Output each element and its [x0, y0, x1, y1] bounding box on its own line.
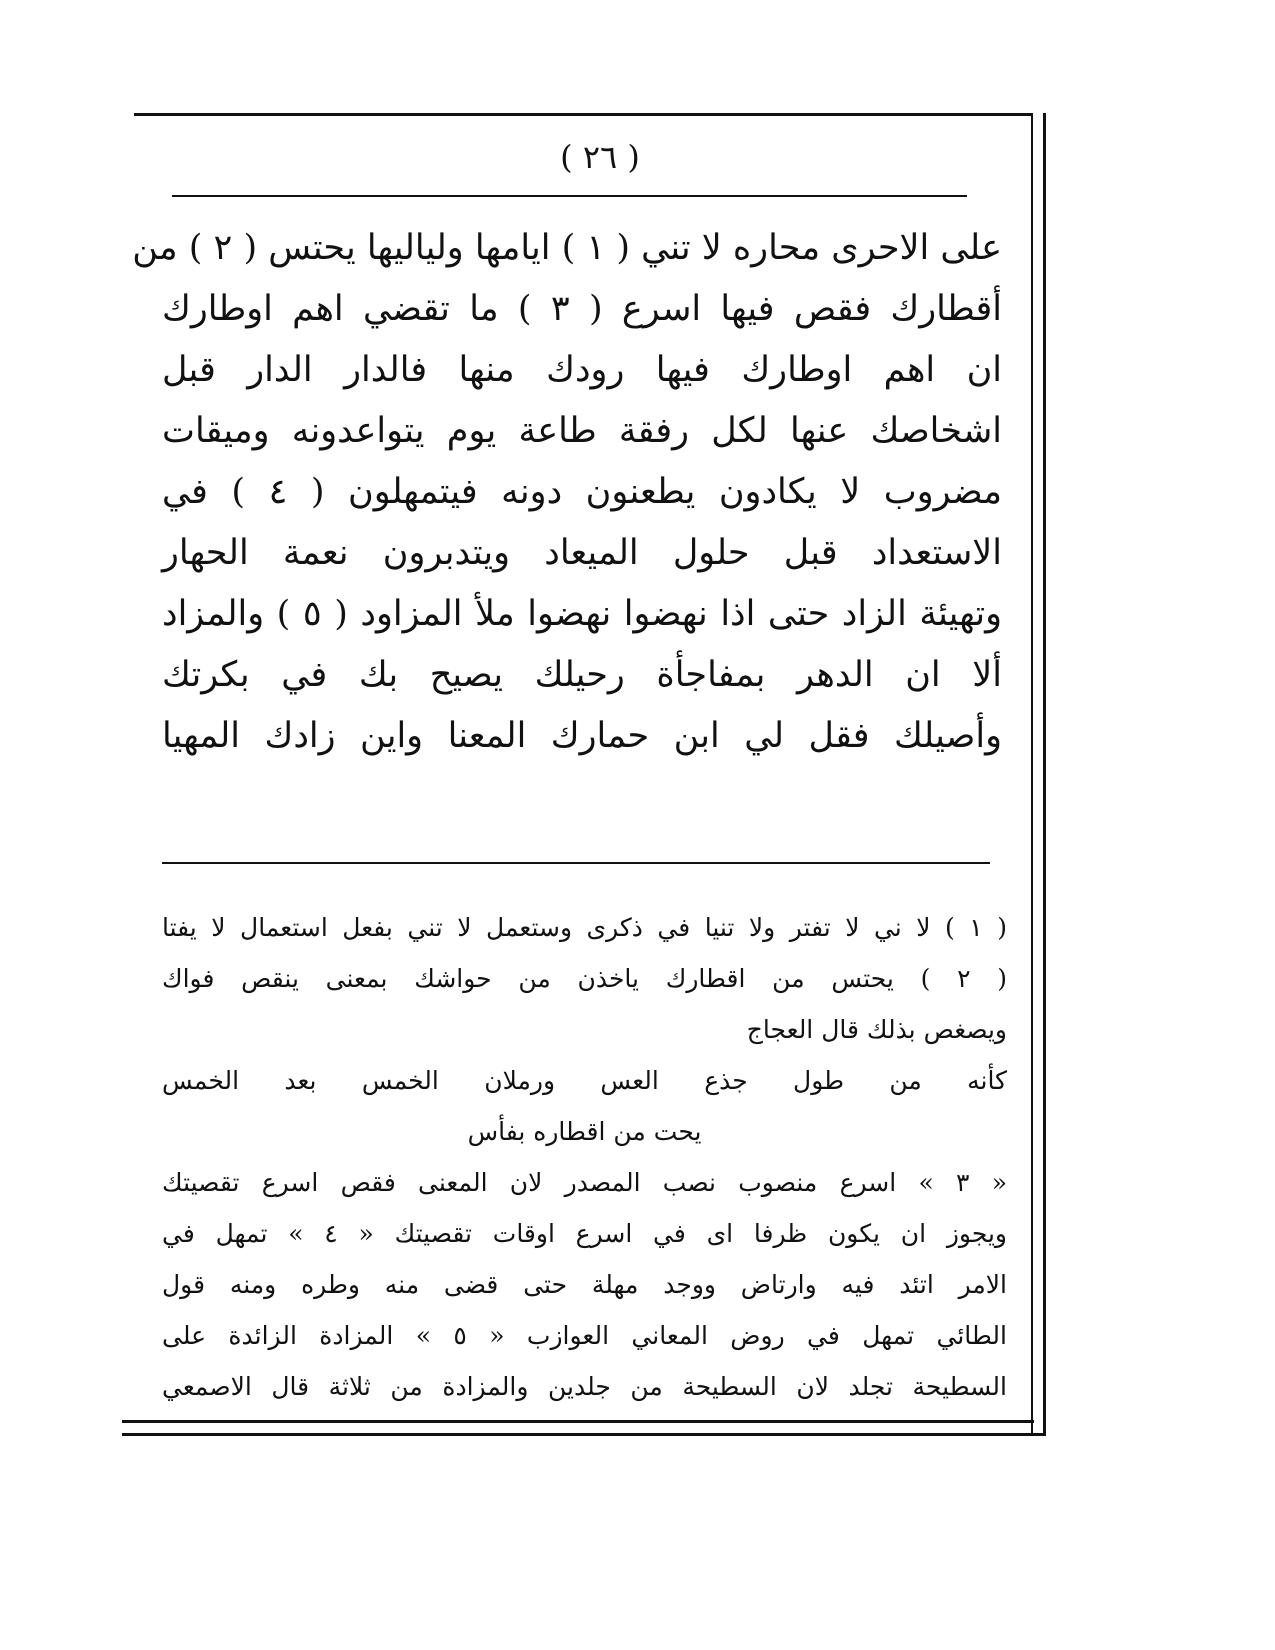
- footnote-line: « ٣ » اسرع منصوب نصب المصدر لان المعنى فقص اسرع تقصيتك: [162, 1168, 1007, 1197]
- main-text-line: ألا ان الدهر بمفاجأة رحيلك يصيح بك في بكرتك: [162, 655, 1002, 695]
- footnote-divider: [162, 862, 990, 864]
- footnote-line: ( ٢ ) يحتس من اقطارك ياخذن من حواشك بمعنى ينقص فواك: [162, 964, 1008, 993]
- bottom-border-rule-upper: [122, 1420, 1034, 1423]
- bottom-border-rule-lower: [122, 1433, 1046, 1436]
- main-text-line: ان اهم اوطارك فيها رودك منها فالدار الدار قبل: [162, 350, 1002, 390]
- footnotes-block: [162, 902, 1007, 1412]
- top-border-rule: [134, 113, 1032, 116]
- main-text-line: وتهيئة الزاد حتى اذا نهضوا نهضوا ملأ المزاود ( ٥ ) والمزاد: [162, 594, 1002, 634]
- footnote-line: الامر اتئد فيه وارتاض ووجد مهلة حتى قضى منه وطره ومنه قول: [162, 1270, 1007, 1299]
- main-text-line: أقطارك فقص فيها اسرع ( ٣ ) ما تقضي اهم اوطارك: [162, 289, 1002, 329]
- footnote-line: ويصغص بذلك قال العجاج: [746, 1015, 1007, 1044]
- footnote-line: السطيحة تجلد لان السطيحة من جلدين والمزادة من ثلاثة قال الاصمعي: [162, 1372, 1007, 1401]
- header-divider: [172, 195, 967, 197]
- verse-line: كأنه من طول جذع العس ورملان الخمس بعد الخمس: [162, 1066, 1007, 1095]
- main-text-line: الاستعداد قبل حلول الميعاد ويتدبرون نعمة الحهار: [162, 533, 1002, 573]
- verse-line: يحت من اقطاره بفأس: [467, 1117, 702, 1146]
- right-border-rule-inner: [1031, 113, 1033, 1433]
- footnote-line: ( ١ ) لا ني لا تفتر ولا تنيا في ذكرى وستعمل لا تني بفعل استعمال لا يفتا: [162, 913, 1007, 942]
- right-border-rule-outer: [1043, 113, 1046, 1433]
- main-text-line: اشخاصك عنها لكل رفقة طاعة يوم يتواعدونه وميقات: [162, 411, 1002, 451]
- footnote-line: ويجوز ان يكون ظرفا اى في اسرع اوقات تقصيتك « ٤ » تمهل في: [162, 1219, 1007, 1248]
- footnote-line: الطائي تمهل في روض المعاني العوازب « ٥ » المزادة الزائدة على: [162, 1321, 1007, 1350]
- main-text-line: وأصيلك فقل لي ابن حمارك المعنا واين زادك المهيا: [162, 716, 1002, 756]
- main-text-line: مضروب لا يكادون يطعنون دونه فيتمهلون ( ٤ ) في: [162, 472, 1003, 512]
- page-number: ( ٢٦ ): [560, 138, 640, 176]
- main-text-line: على الاحرى محاره لا تني ( ١ ) ايامها ولياليها يحتس ( ٢ ) من: [132, 228, 1002, 268]
- main-text-block: [132, 218, 1003, 767]
